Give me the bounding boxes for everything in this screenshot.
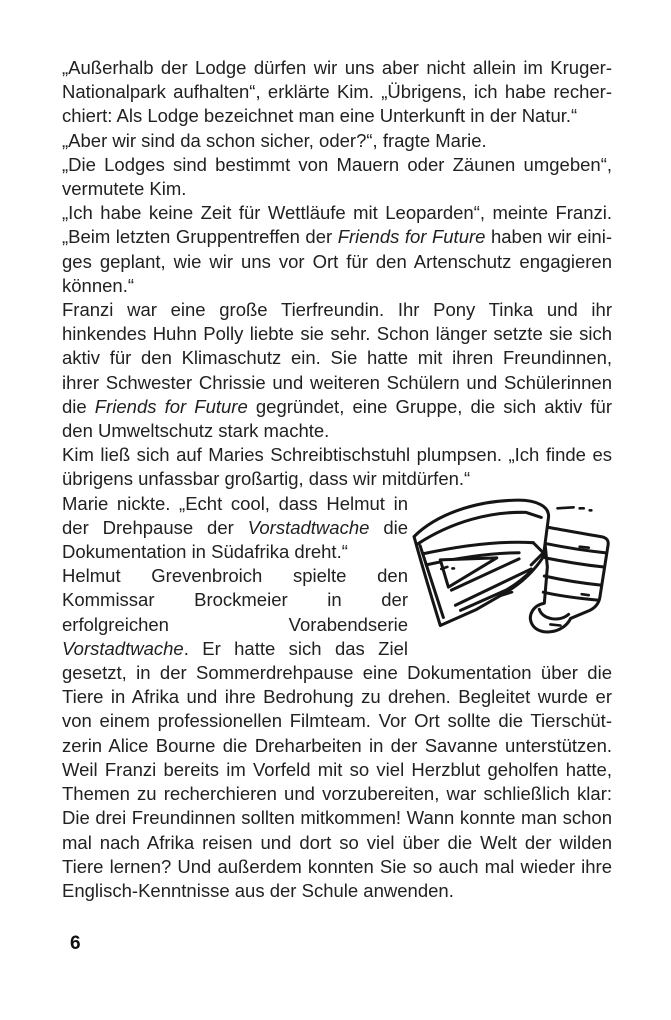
flag-illustration-float <box>416 494 612 640</box>
paragraph <box>62 443 612 491</box>
text-run: die Dokumentation in Südafrika dreht.“ <box>62 516 409 563</box>
text-run: „Die Lodges sind bestimmt von Mauern oder Zäunen umgeben“, vermutete Kim. <box>62 153 612 200</box>
text-run: Helmut Grevenbroich spielte den Kommissar Brockmeier in der erfolgreichen Vorabendserie <box>62 565 408 635</box>
paragraph <box>62 298 612 443</box>
text-run: Kim ließ sich auf Maries Schreibtischstuhl plumpsen. „Ich finde es übrigens unfassbar großartig, dass wir mitdürfen.“ <box>62 444 612 490</box>
page-number: 6 <box>70 933 81 954</box>
south-africa-flag-illustration <box>410 496 612 654</box>
text-run: haben wir einiges geplant, wie wir uns vor Ort für den Artenschutz engagieren können.“ <box>62 226 613 296</box>
paragraph <box>62 201 612 298</box>
italic-text-run: Friends for Future <box>94 395 248 417</box>
text-flow <box>62 56 612 903</box>
text-run: „Außerhalb der Lodge dürfen wir uns aber nicht allein im Kruger-Nationalpark aufhalten“, erklärte Kim. „Übrigens, ich habe recherchiert: Als Lodge bezeichnet man eine Unterkunft in der Natur.“ <box>62 57 612 127</box>
paragraph <box>62 129 612 153</box>
text-run: gegründet, eine Gruppe, die sich aktiv für den Umweltschutz stark machte. <box>62 395 613 442</box>
text-run: Marie nickte. „Echt cool, dass Helmut in der Drehpause der <box>62 492 408 538</box>
text-run: . Er hatte sich das Ziel gesetzt, in der Sommerdrehpause eine Dokumentation über die Tiere in Afrika und ihre Bedrohung zu drehen. Begleitet wurde er von einem professionellen Filmteam. Vor Ort sollte die Tierschützerin Alice Bourne die Dreharbeiten in der Savanne unterstützen. Weil Franzi bereits im Vorfeld mit so viel Herzblut geholfen hatte, Themen zu recherchieren und vorzubereiten, war schließlich klar: Die drei Freundinnen sollten mitkommen! Wann konnte man schon mal nach Afrika reisen und dort so viel über die Welt der wilden Tiere lernen? Und außerdem konnten Sie so auch mal wieder ihre Englisch-Kenntnisse aus der Schule anwenden. <box>62 637 612 901</box>
paragraph <box>62 56 612 129</box>
text-run: Franzi war eine große Tierfreundin. Ihr Pony Tinka und ihr hinkendes Huhn Polly liebte sie sehr. Schon länger setzte sie sich aktiv für den Klimaschutz ein. Sie hatte mit ihren Freundinnen, ihrer Schwester Chrissie und weiteren Schülern und Schülerinnen die <box>62 299 612 417</box>
text-run: „Ich habe keine Zeit für Wettläufe mit Leoparden“, meinte Franzi. „Beim letzten Gruppentreffen der <box>62 202 612 248</box>
paragraph <box>62 153 612 201</box>
italic-text-run: Vorstadtwache <box>62 637 184 659</box>
italic-text-run: Friends for Future <box>337 226 486 248</box>
text-run: „Aber wir sind da schon sicher, oder?“, fragte Marie. <box>62 129 487 151</box>
italic-text-run: Vorstadtwache <box>247 516 370 538</box>
